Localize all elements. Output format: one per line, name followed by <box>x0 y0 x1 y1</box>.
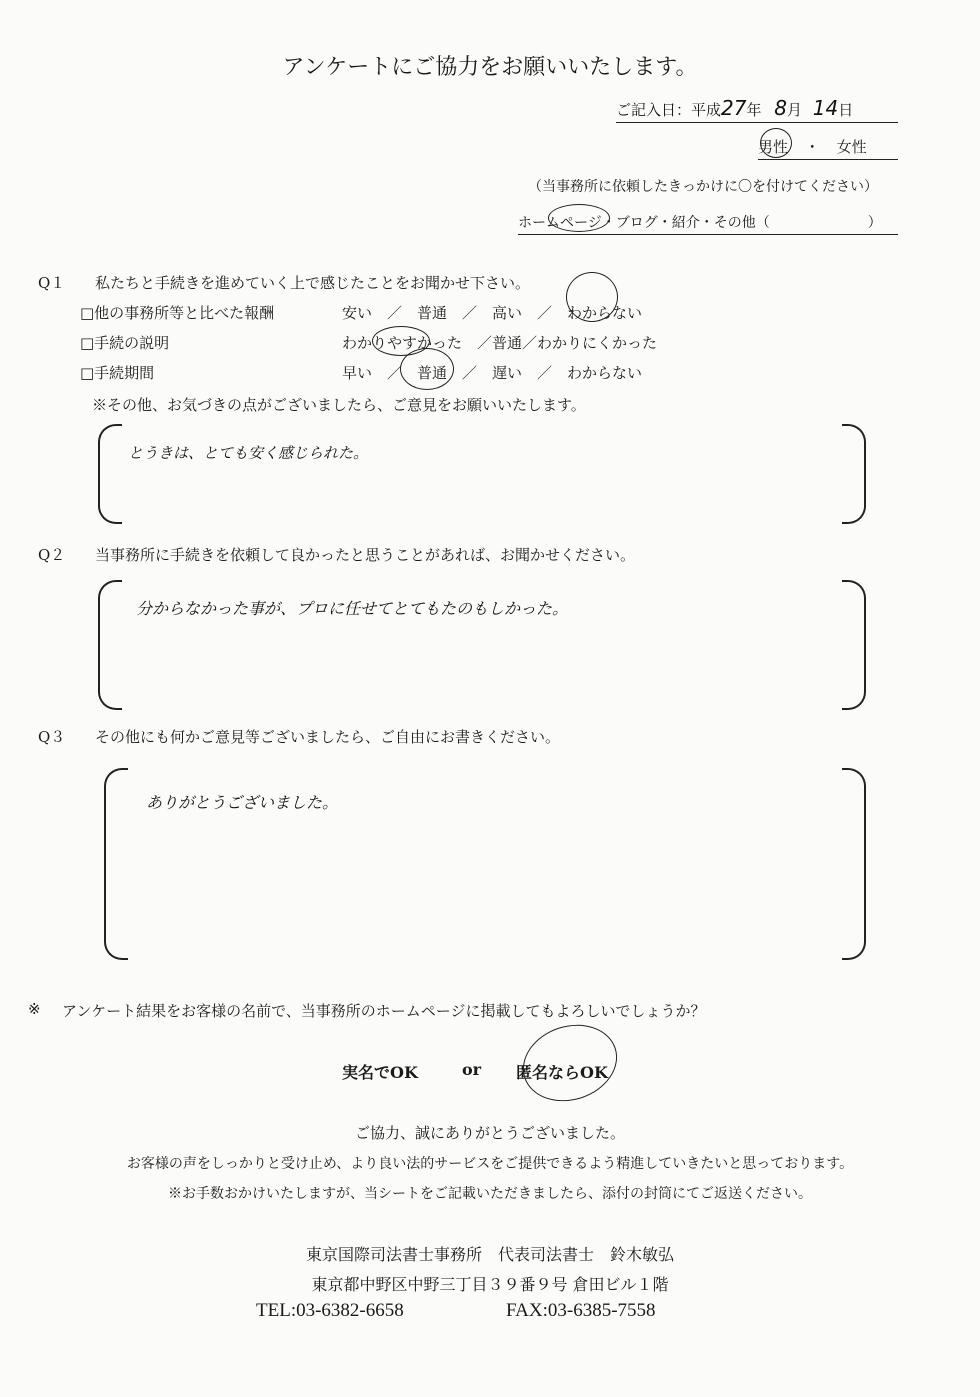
publish-mark: ※ <box>28 1000 41 1018</box>
entry-date <box>616 96 898 123</box>
trigger-options: ホームページ・ブログ・紹介・その他（ ） <box>518 212 898 235</box>
q2-handwritten-answer: 分からなかった事が、プロに任せてとてもたのもしかった。 <box>136 599 569 618</box>
anonymous-answer-circle <box>513 1013 627 1113</box>
entry-day: 14 <box>812 96 839 120</box>
closing-thanks: ご協力、誠にありがとうございました。 <box>354 1124 625 1142</box>
gender-separator: ・ <box>804 138 820 156</box>
q1-row-period-choices: 早い ／ 普通 ／ 遅い ／ わからない <box>342 364 643 382</box>
closing-return-note: ※お手数おかけいたしますが、当シートをご記載いただきましたら、添付の封筒にてご返送ください。 <box>168 1186 812 1202</box>
q1-answer-bracket-right <box>842 424 866 524</box>
survey-title: アンケートにご協力をお願いいたします。 <box>282 55 698 80</box>
q3-handwritten-answer: ありがとうございました。 <box>146 793 339 812</box>
office-fax: FAX:03-6385-7558 <box>506 1300 656 1321</box>
entry-day-unit: 日 <box>838 101 854 119</box>
gender-female: 女性 <box>836 138 867 156</box>
q3-answer-bracket-right <box>842 768 866 960</box>
entry-date-label: ご記入日：平成 <box>616 101 722 119</box>
q1-answer-bracket-left <box>98 424 122 524</box>
q1-row-fee-choices: 安い ／ 普通 ／ 高い ／ わからない <box>342 304 643 322</box>
entry-month: 8 <box>774 96 787 120</box>
entry-year-unit: 年 <box>746 101 762 119</box>
q1-question: 私たちと手続きを進めていく上で感じたことをお聞かせ下さい。 <box>95 274 531 292</box>
option-real-name: 実名でOK <box>342 1063 418 1082</box>
q3-question: その他にも何かご意見等ございましたら、ご自由にお書きください。 <box>95 728 561 746</box>
q2-answer-bracket-left <box>98 580 122 710</box>
option-or: or <box>462 1060 482 1079</box>
q3-label: Q３ <box>38 728 66 746</box>
q1-row-explanation-item: □手続の説明 <box>80 334 170 352</box>
trigger-instruction: （当事務所に依頼したきっかけに〇を付けてください） <box>528 179 878 195</box>
q1-label: Q１ <box>38 274 66 292</box>
office-name: 東京国際司法書士事務所 代表司法書士 鈴木敏弘 <box>305 1245 674 1264</box>
entry-month-unit: 月 <box>787 101 803 119</box>
closing-message: お客様の声をしっかりと受け止め、より良い法的サービスをご提供できるよう精進していきたいと思っております。 <box>126 1156 854 1172</box>
q1-fee-answer-circle <box>566 272 618 322</box>
q1-handwritten-answer: とうきは、とても安く感じられた。 <box>128 444 369 462</box>
office-tel: TEL:03-6382-6658 <box>256 1300 404 1321</box>
q2-question: 当事務所に手続きを依頼して良かったと思うことがあれば、お聞かせください。 <box>95 546 636 564</box>
office-address: 東京都中野区中野三丁目３９番９号 倉田ビル１階 <box>311 1275 669 1294</box>
trigger-homepage-circle <box>548 204 610 232</box>
publish-question: アンケート結果をお客様の名前で、当事務所のホームページに掲載してもよろしいでしょうか？ <box>62 1002 706 1020</box>
q1-row-explanation-choices: わかりやすかった ／普通／わかりにくかった <box>342 334 658 352</box>
gender-male: 男性 <box>758 138 789 156</box>
q1-row-fee-item: □他の事務所等と比べた報酬 <box>80 304 275 322</box>
q1-row-period-item: □手続期間 <box>80 364 155 382</box>
option-anonymous: 匿名ならOK <box>516 1063 608 1082</box>
q1-note: ※その他、お気づきの点がございましたら、ご意見をお願いいたします。 <box>92 396 586 414</box>
q2-label: Q２ <box>38 546 66 564</box>
q3-answer-bracket-left <box>104 768 128 960</box>
q2-answer-bracket-right <box>842 580 866 710</box>
entry-year: 27 <box>721 96 747 120</box>
gender-male-circle <box>760 128 792 158</box>
q1-period-answer-circle <box>400 348 454 390</box>
